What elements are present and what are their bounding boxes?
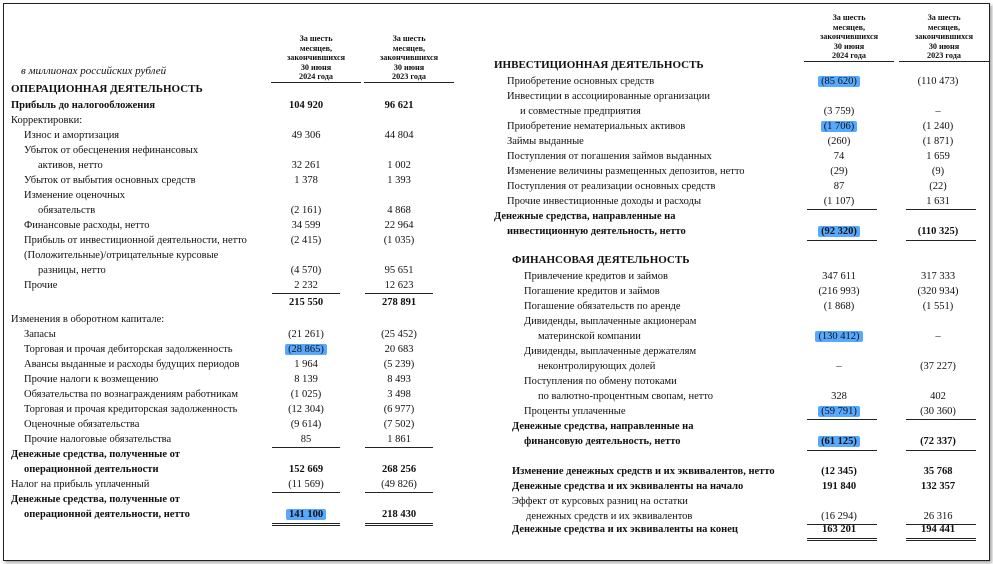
highlighted-value: (1 706) [821, 121, 858, 132]
right-col1-header: За шесть месяцев, закончившихся 30 июня 2024 года [804, 13, 894, 62]
left-col1-header: За шесть месяцев, закончившихся 30 июня 2024 года [271, 34, 361, 83]
table-row: Прочие инвестиционные доходы и расходы (1 107) 1 631 [507, 196, 950, 207]
table-row: Проценты уплаченные (59 791) (30 360) [524, 406, 956, 417]
table-row: Денежные средства, направленные на [512, 421, 694, 432]
highlighted-value: 141 100 [286, 509, 326, 520]
unit-label: в миллионах российских рублей [21, 65, 167, 77]
highlighted-value: (59 791) [818, 406, 860, 417]
table-row: операционной деятельности, нетто 141 100 218 430 [24, 509, 417, 520]
total-rule [807, 450, 877, 451]
investing-section-title: ИНВЕСТИЦИОННАЯ ДЕЯТЕЛЬНОСТЬ [494, 59, 704, 71]
table-row: Денежные средства, полученные от [11, 494, 180, 505]
highlighted-value: (130 412) [815, 331, 862, 342]
table-row: Поступления от погашения займов выданных 74 1 659 [507, 151, 950, 162]
table-row: Оценочные обязательства (9 614) (7 502) [24, 419, 415, 430]
total-rule [906, 450, 976, 451]
table-row: Налог на прибыль уплаченный (11 569) (49 826) [11, 479, 417, 490]
table-row: Денежные средства, направленные на [494, 211, 676, 222]
table-row: Займы выданные (260) (1 871) [507, 136, 954, 147]
document-frame [3, 3, 990, 561]
table-row: Дивиденды, выплаченные акционерам [524, 316, 697, 327]
right-col2-header: За шесть месяцев, закончившихся 30 июня 2023 года [899, 13, 989, 62]
highlighted-value: (61 125) [818, 436, 860, 447]
table-row: Изменения в оборотном капитале: [11, 314, 165, 325]
table-row: Денежные средства, полученные от [11, 449, 180, 460]
table-row: Прочие налоговые обязательства 85 1 861 [24, 434, 411, 445]
table-row: по валютно-процентным свопам, нетто 328 402 [538, 391, 946, 402]
left-col2-header: За шесть месяцев, закончившихся 30 июня 2023 года [364, 34, 454, 83]
table-row: Эффект от курсовых разниц на остатки [512, 496, 688, 507]
table-row: неконтролирующих долей – (37 227) [538, 361, 956, 372]
table-row: Прибыль от инвестиционной деятельности, нетто (2 415) (1 035) [24, 235, 415, 246]
table-row: Износ и амортизация 49 306 44 804 [24, 130, 414, 141]
table-row: разницы, нетто (4 570) 95 651 [38, 265, 414, 276]
table-row: Погашение кредитов и займов (216 993) (320 934) [524, 286, 959, 297]
highlighted-value: (92 320) [818, 226, 860, 237]
table-row: Инвестиции в ассоциированные организации [507, 91, 710, 102]
total-double-rule [906, 538, 976, 539]
table-row: Обязательства по вознаграждениям работникам (1 025) 3 498 [24, 389, 411, 400]
table-row: Денежные средства и их эквиваленты на начало 191 840 132 357 [512, 481, 956, 492]
total-double-rule [807, 540, 877, 541]
table-row: Привлечение кредитов и займов 347 611 317 333 [524, 271, 956, 282]
table-row: Убыток от обесценения нефинансовых [24, 145, 199, 156]
table-row: Приобретение нематериальных активов (1 706) (1 240) [507, 121, 954, 132]
table-row: Поступления по обмену потоками [524, 376, 677, 387]
table-row: Денежные средства и их эквиваленты на конец 163 201 194 441 [512, 524, 956, 535]
total-double-rule [272, 523, 340, 524]
table-row: Прибыль до налогообложения 104 920 96 621 [11, 100, 414, 111]
total-double-rule [272, 525, 340, 526]
financing-section-title: ФИНАНСОВАЯ ДЕЯТЕЛЬНОСТЬ [512, 254, 690, 266]
total-double-rule [807, 538, 877, 539]
table-row: финансовую деятельность, нетто (61 125) (72 337) [524, 436, 956, 447]
total-double-rule [365, 523, 433, 524]
total-rule [906, 240, 976, 241]
table-row: 215 550 278 891 [288, 297, 417, 308]
table-row: Прочие 2 232 12 623 [24, 280, 414, 291]
table-row: обязательств (2 161) 4 868 [38, 205, 411, 216]
table-row: Изменение денежных средств и их эквивалентов, нетто (12 345) 35 768 [512, 466, 953, 477]
table-row: Торговая и прочая кредиторская задолженность (12 304) (6 977) [24, 404, 415, 415]
table-row: инвестиционную деятельность, нетто (92 320) (110 325) [507, 226, 959, 237]
table-row: Торговая и прочая дебиторская задолженность (28 865) 20 683 [24, 344, 414, 355]
table-row: материнской компании (130 412) – [538, 331, 941, 342]
table-row: и совместные предприятия (3 759) – [520, 106, 941, 117]
table-row: Авансы выданные и расходы будущих периодов 1 964 (5 239) [24, 359, 415, 370]
table-row: Погашение обязательств по аренде (1 868) (1 551) [524, 301, 954, 312]
table-row: Поступления от реализации основных средств 87 (22) [507, 181, 947, 192]
subtotal-rule [365, 293, 433, 294]
table-row: Убыток от выбытия основных средств 1 378 1 393 [24, 175, 411, 186]
highlighted-value: (85 620) [818, 76, 860, 87]
table-row: Корректировки: [11, 115, 83, 126]
total-rule [807, 240, 877, 241]
total-double-rule [906, 540, 976, 541]
table-row: денежных средств и их эквивалентов (16 294) 26 316 [526, 511, 953, 522]
table-row: активов, нетто 32 261 1 002 [38, 160, 411, 171]
total-double-rule [365, 525, 433, 526]
table-row: (Положительные)/отрицательные курсовые [24, 250, 219, 261]
table-row: Запасы (21 261) (25 452) [24, 329, 417, 340]
table-row: Прочие налоги к возмещению 8 139 8 493 [24, 374, 411, 385]
table-row: операционной деятельности 152 669 268 256 [24, 464, 417, 475]
subtotal-rule [272, 293, 340, 294]
table-row: Финансовые расходы, нетто 34 599 22 964 [24, 220, 414, 231]
table-row: Изменение оценочных [24, 190, 126, 201]
table-row: Изменение величины размещенных депозитов, нетто (29) (9) [507, 166, 945, 177]
operating-section-title: ОПЕРАЦИОННАЯ ДЕЯТЕЛЬНОСТЬ [11, 83, 203, 95]
highlighted-value: (28 865) [285, 344, 327, 355]
table-row: Дивиденды, выплаченные держателям [524, 346, 697, 357]
table-row: Приобретение основных средств (85 620) (110 473) [507, 76, 959, 87]
